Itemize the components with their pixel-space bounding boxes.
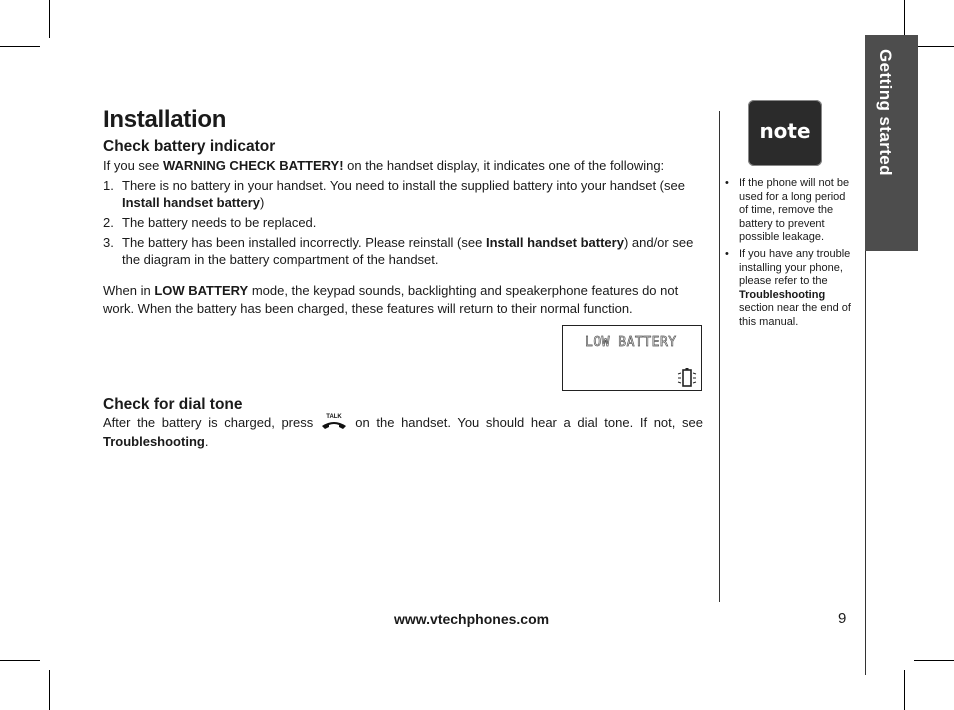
handset-display	[562, 325, 702, 391]
crop-mark	[0, 46, 40, 47]
crop-mark	[904, 0, 905, 38]
footer-url: www.vtechphones.com	[394, 611, 550, 627]
talk-key-icon	[319, 412, 349, 430]
low-battery-paragraph: When in LOW BATTERY mode, the keypad sounds, backlighting and speakerphone features do not work. When the battery has been charged, these features will return to their normal function.	[103, 283, 679, 316]
check-battery-heading: Check battery indicator	[103, 138, 276, 155]
crop-mark	[49, 0, 50, 38]
section-tab-label: Getting started	[876, 49, 895, 176]
section-tab	[865, 35, 918, 251]
note-icon-label: note	[759, 119, 811, 143]
page-number: 9	[838, 610, 847, 627]
crop-mark	[49, 670, 50, 710]
dial-tone-heading: Check for dial tone	[103, 396, 243, 413]
crop-mark	[914, 46, 954, 47]
battery-conditions-list	[103, 177, 705, 268]
note-item: • If the phone will not be used for a long period of time, remove the battery to prevent possible leakage.	[724, 177, 852, 245]
note-icon	[748, 100, 822, 166]
display-text: LOW BATTERY	[585, 335, 677, 350]
column-divider	[719, 111, 720, 602]
note-list	[724, 177, 852, 333]
list-item: 2. The battery needs to be replaced.	[103, 215, 317, 230]
crop-mark	[904, 670, 905, 710]
page-title: Installation	[103, 106, 227, 133]
check-battery-intro: If you see WARNING CHECK BATTERY! on the handset display, it indicates one of the following:	[103, 158, 665, 173]
crop-mark	[914, 660, 954, 661]
list-item: 3. The battery has been installed incorrectly. Please reinstall (see Install handset battery) and/or see the diagram in the battery compartment of the handset.	[103, 235, 694, 267]
talk-key-label: TALK	[326, 413, 343, 420]
dial-tone-paragraph: After the battery is charged, press TALK on the handset. You should hear a dial tone. If not, see Troubleshooting.	[103, 413, 703, 449]
crop-mark	[0, 660, 40, 661]
page-edge-line	[865, 251, 866, 675]
note-item: • If you have any trouble installing your phone, please refer to the Troubleshooting section near the end of this manual.	[724, 248, 852, 330]
list-item: 1. There is no battery in your handset. You need to install the supplied battery into your handset (see Install handset battery)	[103, 178, 685, 210]
low-battery-icon	[677, 366, 697, 390]
